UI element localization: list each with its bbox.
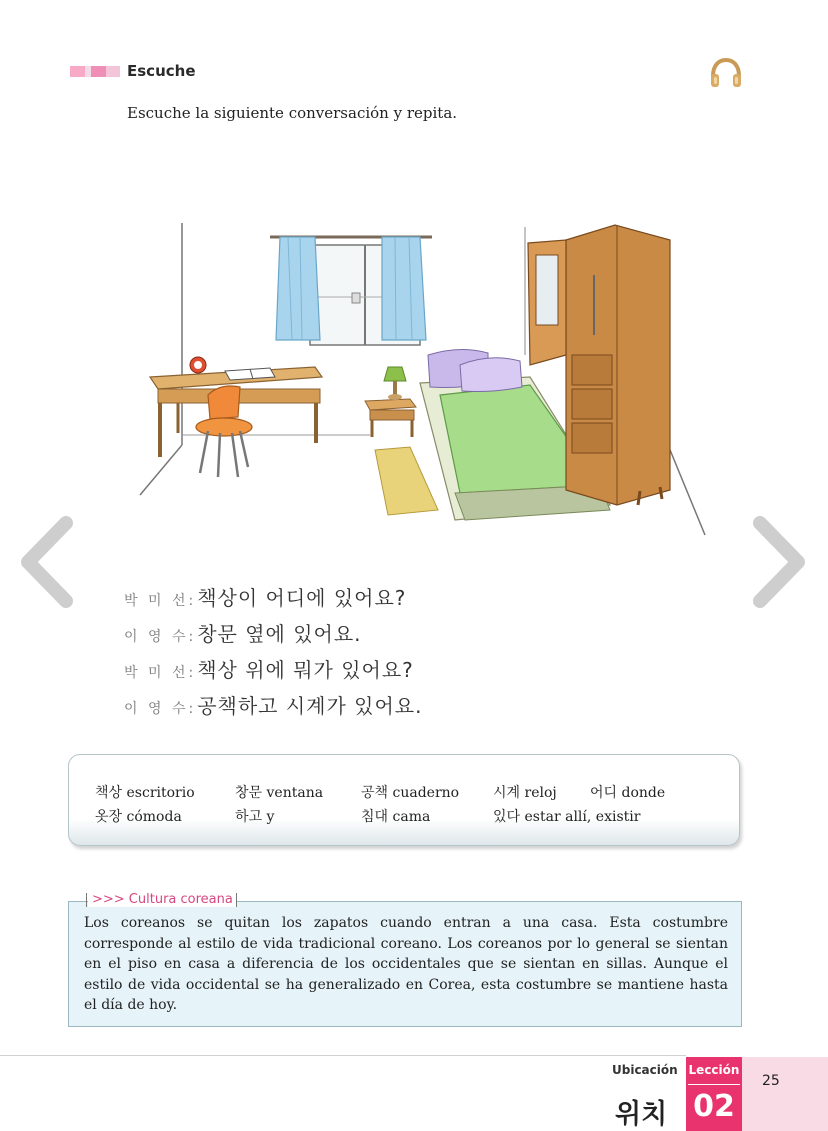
dialogue-line: 이 영 수 : 공책하고 시계가 있어요. xyxy=(124,690,422,726)
chevron-left-icon xyxy=(14,515,78,609)
dialogue-line: 박 미 선 : 책상 위에 뭐가 있어요? xyxy=(124,654,422,690)
dialogue-line: 박 미 선 : 책상이 어디에 있어요? xyxy=(124,582,422,618)
page-tab xyxy=(742,1057,828,1131)
speaker-name: 이 영 수 xyxy=(124,701,189,717)
utterance: 공책하고 시계가 있어요. xyxy=(197,694,423,718)
section-title: Escuche xyxy=(127,62,196,80)
utterance: 창문 옆에 있어요. xyxy=(197,622,362,646)
bedroom-illustration xyxy=(120,205,720,550)
headphones-icon[interactable] xyxy=(708,55,744,91)
speaker-name: 이 영 수 xyxy=(124,629,189,645)
speaker-name: 박 미 선 xyxy=(124,593,189,609)
vocab-item: 창문 ventana xyxy=(235,785,324,801)
label-bracket xyxy=(236,893,237,907)
vocab-item: 시계 reloj xyxy=(493,785,557,801)
vocab-item: 침대 cama xyxy=(361,809,431,825)
vocab-item: 있다 estar allí, existir xyxy=(493,809,641,825)
culture-label: >>> Cultura coreana xyxy=(88,892,237,907)
dialogue xyxy=(124,582,422,726)
utterance: 책상 위에 뭐가 있어요? xyxy=(197,658,414,682)
vocab-item: 공책 cuaderno xyxy=(361,785,460,801)
lesson-label: Lección xyxy=(688,1063,740,1077)
page-number: 25 xyxy=(762,1073,780,1089)
vocab-item: 옷장 cómoda xyxy=(95,809,182,825)
vocab-item: 하고 y xyxy=(235,809,275,825)
chevron-right-icon xyxy=(748,515,812,609)
utterance: 책상이 어디에 있어요? xyxy=(197,586,407,610)
vocab-item: 책상 escritorio xyxy=(95,785,195,801)
vocabulary-box xyxy=(68,754,740,846)
lesson-number: 02 xyxy=(693,1089,735,1124)
instruction-text: Escuche la siguiente conversación y repita. xyxy=(127,104,458,122)
culture-text: Los coreanos se quitan los zapatos cuando entran a una casa. Esta costumbre corresponde al estilo de vida tradicional coreano. Los coreanos por lo general se sientan en el piso en casa a diferencia de los occidentales que se sientan en sillas. Aunque el estilo de vida occidental se ha generalizado en Corea, esta costumbre se mantiene hasta el día de hoy. xyxy=(84,915,728,1013)
label-bracket xyxy=(86,893,87,907)
footer-topic: Ubicación xyxy=(612,1063,678,1077)
speaker-name: 박 미 선 xyxy=(124,665,189,681)
next-page-button[interactable] xyxy=(748,515,812,609)
section-marker xyxy=(70,66,120,77)
prev-page-button[interactable] xyxy=(14,515,78,609)
footer-rule xyxy=(0,1055,686,1056)
lesson-divider xyxy=(688,1084,740,1085)
vocab-item: 어디 donde xyxy=(590,785,666,801)
dialogue-line: 이 영 수 : 창문 옆에 있어요. xyxy=(124,618,422,654)
footer-topic-korean: 위치 xyxy=(615,1099,668,1130)
